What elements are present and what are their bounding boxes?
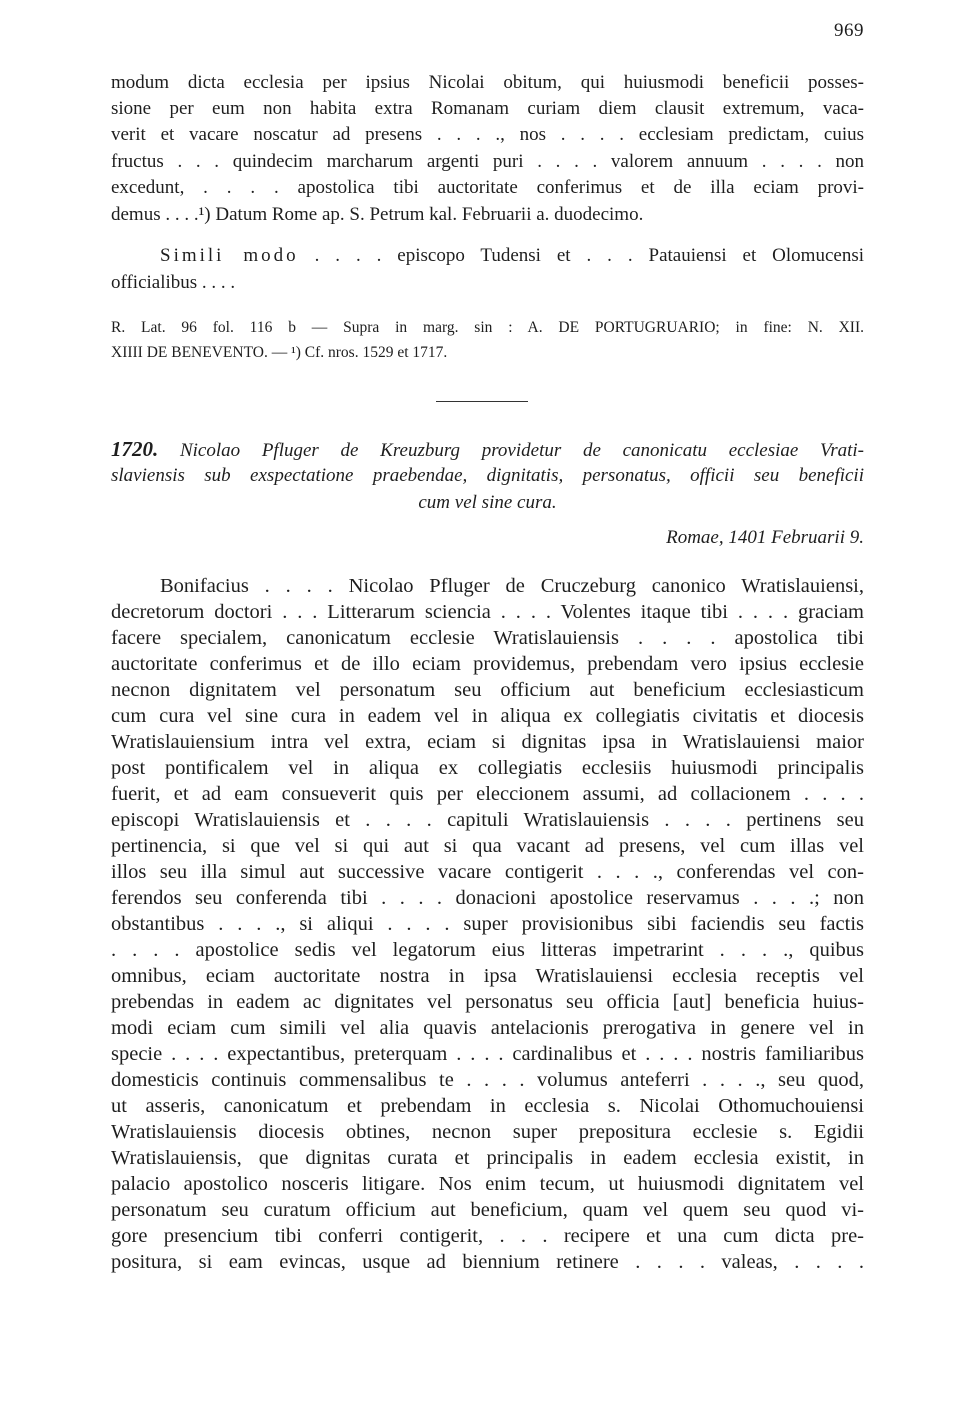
body-line: modi eciam cum simili vel alia quavis antelacionis prerogativa in genere vel in: [111, 1017, 864, 1039]
body-line: necnon dignitatem vel personatum seu officium aut beneficium ecclesiasticum: [111, 679, 864, 701]
body-line: gore presencium tibi conferri contigerit, . . . recipere et una cum dicta pre-: [111, 1225, 864, 1247]
body-line: pertinencia, si que vel si qui aut si qua vacant ad presens, vel cum illas vel: [111, 835, 864, 857]
section-divider: [436, 401, 528, 402]
text-line: sione per eum non habita extra Romanam curiam diem clausit extremum, vaca-: [111, 98, 864, 119]
source-note: R. Lat. 96 fol. 116 b — Supra in marg. sin : A. DE PORTUGRUARIO; in fine: N. XII.: [111, 319, 864, 336]
body-line: specie . . . . expectantibus, preterquam . . . . cardinalibus et . . . . nostris familiaribus: [111, 1043, 864, 1065]
body-line: ut asseris, canonicatum et prebendam in ecclesia s. Nicolai Othomuchouiensi: [111, 1095, 864, 1117]
body-line: decretorum doctori . . . Litterarum sciencia . . . . Volentes itaque tibi . . . . graciam: [111, 601, 864, 623]
body-line: post pontificalem vel in aliqua ex collegiatis ecclesiis huiusmodi principalis: [111, 757, 864, 779]
source-note: XIIII DE BENEVENTO. — ¹) Cf. nros. 1529 et 1717.: [111, 344, 448, 361]
body-line: . . . . apostolice sedis vel legatorum eius litteras impetrarint . . . ., quibus: [111, 939, 864, 961]
body-line: domesticis continuis commensalibus te . . . . volumus anteferri . . . ., seu quod,: [111, 1069, 864, 1091]
body-line: cum cura vel sine cura in eadem vel in aliqua ex collegiatis civitatis et diocesis: [111, 705, 864, 727]
body-line: personatum seu curatum officium aut beneficium, quam vel quem seu quod vi-: [111, 1199, 864, 1221]
text-line: demus . . . .¹) Datum Rome ap. S. Petrum kal. Februarii a. duodecimo.: [111, 204, 644, 225]
body-line: prebendas in eadem ac dignitates vel personatus seu officia [aut] beneficia huius-: [111, 991, 864, 1013]
place-date: Romae, 1401 Februarii 9.: [666, 527, 864, 548]
body-line: facere specialem, canonicatum ecclesie Wratislauiensis . . . . apostolica tibi: [111, 627, 864, 649]
entry-heading: cum vel sine cura.: [418, 492, 557, 513]
body-line: Wratislauiensis, que dignitas curata et principalis in eadem ecclesia existit, in: [111, 1147, 864, 1169]
entry-heading-text: Nicolao Pfluger de Kreuzburg providetur de canonicatu ecclesiae Vrati-: [158, 440, 864, 461]
body-line: positura, si eam evincas, usque ad biennium retinere . . . . valeas, . . . .: [111, 1251, 864, 1273]
body-line: omnibus, eciam auctoritate nostra in ipsa Wratislauiensi ecclesia receptis vel: [111, 965, 864, 987]
text-line: excedunt, . . . . apostolica tibi auctoritate conferimus et de illa eciam provi-: [111, 177, 864, 198]
simili-rest: . . . . episcopo Tudensi et . . . Patauiensi et Olomucensi: [298, 245, 864, 266]
body-line: palacio apostolico nosceris litigare. Nos enim tecum, ut huiusmodi dignitatem vel: [111, 1173, 864, 1195]
body-line: Bonifacius . . . . Nicolao Pfluger de Cruczeburg canonico Wratislauiensi,: [160, 575, 864, 597]
body-line: fuerit, et ad eam consueverit quis per eleccionem assumi, ad collacionem . . . .: [111, 783, 864, 805]
body-line: auctoritate conferimus et de illo eciam providemus, prebendam vero ipsius ecclesie: [111, 653, 864, 675]
body-line: ferendos seu conferenda tibi . . . . donacioni apostolice reservamus . . . .; non: [111, 887, 864, 909]
simili-line: officialibus . . . .: [111, 272, 236, 293]
body-line: illos seu illa simul aut successive vacare contigerit . . . ., conferendas vel con-: [111, 861, 864, 883]
text-line: verit et vacare noscatur ad presens . . . ., nos . . . . ecclesiam predictam, cuius: [111, 124, 864, 145]
entry-heading: [111, 437, 864, 463]
text-line: fructus . . . quindecim marcharum argenti puri . . . . valorem annuum . . . . non: [111, 151, 864, 172]
text-line: modum dicta ecclesia per ipsius Nicolai obitum, qui huiusmodi beneficii posses-: [111, 72, 864, 93]
body-line: Wratislauiensium intra vel extra, eciam si dignitas ipsa in Wratislauiensi maior: [111, 731, 864, 753]
page-number: 969: [834, 20, 864, 41]
spaced-phrase: Simili modo: [160, 245, 299, 266]
simili-line: [160, 244, 864, 268]
entry-heading: slaviensis sub exspectatione praebendae, dignitatis, personatus, officii seu beneficii: [111, 465, 864, 486]
body-line: episcopi Wratislauiensis et . . . . capituli Wratislauiensis . . . . pertinens seu: [111, 809, 864, 831]
body-line: obstantibus . . . ., si aliqui . . . . super provisionibus sibi faciendis seu factis: [111, 913, 864, 935]
entry-number: 1720.: [111, 437, 159, 461]
body-line: Wratislauiensis diocesis obtines, necnon super prepositura ecclesie s. Egidii: [111, 1121, 864, 1143]
